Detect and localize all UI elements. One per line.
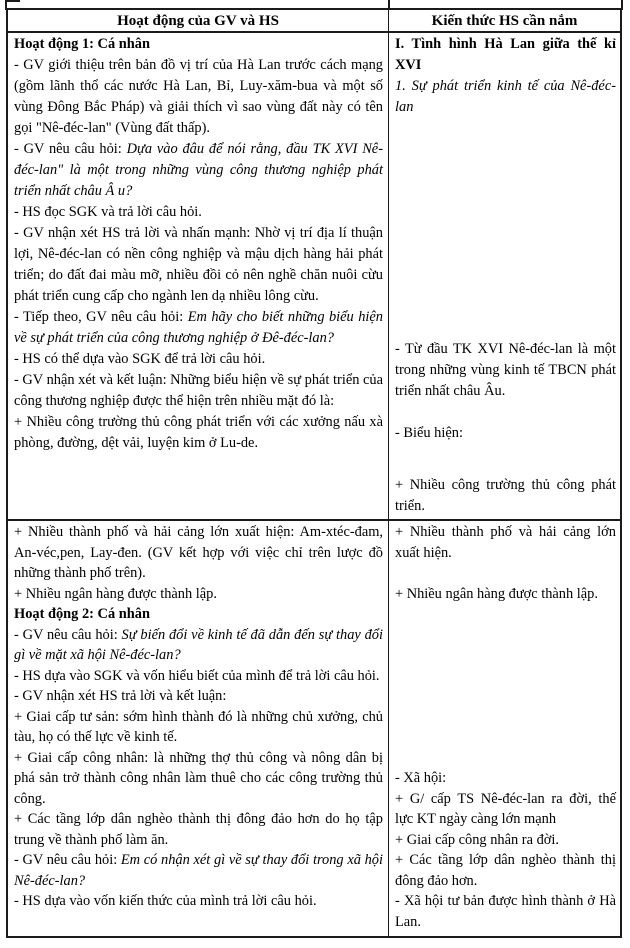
text-segment: - Xã hội:: [395, 770, 447, 786]
table-top-left-corner-stub: [5, 0, 20, 2]
text-segment: I. Tình hình Hà Lan giữa thế kỉ XVI: [395, 36, 616, 73]
paragraph: [14, 522, 383, 584]
text-segment: + Giai cấp tư sản: sớm hình thành đó là những chủ xưởng, chủ tàu, họ có thế lực về kinh tế.: [14, 708, 383, 745]
text-segment: + Giai cấp công nhân ra đời.: [395, 831, 559, 848]
text-segment: + Nhiều công trường thủ công phát triển với các xưởng nấu xà phòng, đường, dệt vải, luyện kim ở Lu-de.: [14, 414, 383, 451]
table-row: [8, 521, 620, 936]
text-segment: Em có nhận xét gì về sự thay đổi trong xã hội Nê-đéc-lan?: [14, 852, 383, 889]
text-segment: + Nhiều công trường thủ công phát triển.: [395, 477, 616, 514]
paragraph: [395, 850, 616, 891]
text-segment: Em hãy cho biết những biểu hiện về sự phát triển của công thương nghiệp ở Đê-đéc-lan?: [14, 309, 383, 346]
paragraph: [395, 522, 616, 563]
text-segment: - Từ đầu TK XVI Nê-đéc-lan là một trong những vùng kinh tế TBCN phát triển nhất châu Âu.: [395, 340, 616, 399]
text-segment: - GV giới thiệu trên bản đồ vị trí của Hà Lan trước cách mạng (gồm lãnh thổ các nước Hà Lan, Bỉ, Luy-xăm-bua và một số vùng Đông Bắc Pháp) và giải thích vì sao vùng đất này có tên gọi "Nê-đéc-lan" (Vùng đất thấp).: [14, 57, 383, 136]
paragraph: [14, 748, 383, 810]
cell-knowledge-row2: [389, 521, 620, 936]
paragraph: [395, 76, 616, 118]
cell-knowledge-row1: [389, 33, 620, 519]
text-segment: - Xã hội tư bản được hình thành ở Hà Lan.: [395, 893, 616, 930]
paragraph: [14, 809, 383, 850]
column-header-teacher-student-activities: Hoạt động của GV và HS: [8, 10, 389, 31]
text-segment: + G/ cấp TS Nê-đéc-lan ra đời, thế lực KT ngày càng lớn mạnh: [395, 790, 616, 827]
text-segment: + Các tầng lớp dân nghèo thành thị đông đảo hơn do họ tập trung về thành phố làm ăn.: [14, 811, 383, 848]
column-header-knowledge-to-grasp: Kiến thức HS cần nắm: [431, 13, 578, 29]
text-segment: Hoạt động 2: Cá nhân: [14, 606, 150, 622]
paragraph: [14, 707, 383, 748]
paragraph: [14, 370, 383, 412]
paragraph: [14, 604, 383, 625]
paragraph: [395, 891, 616, 932]
text-segment: - HS dựa vào vốn kiến thức của mình trả lời câu hỏi.: [14, 893, 317, 909]
text-segment: Sự biến đổi về kinh tế đã dẫn đến sự thay đổi gì về mặt xã hội Nê-đéc-lan?: [14, 626, 383, 663]
text-segment: - GV nêu câu hỏi:: [14, 141, 127, 157]
paragraph: [395, 423, 616, 444]
paragraph: [14, 891, 383, 912]
table-header-row: [8, 10, 620, 33]
text-segment: - HS có thể dựa vào SGK để trả lời câu hỏi.: [14, 351, 266, 367]
text-segment: - Biểu hiện:: [395, 424, 463, 441]
paragraph: [14, 412, 383, 454]
text-segment: + Các tầng lớp dân nghèo thành thị đông đảo hơn.: [395, 852, 616, 889]
paragraph: [14, 307, 383, 349]
paragraph: [395, 584, 616, 605]
text-segment: Dựa vào đâu để nói rằng, đầu TK XVI Nê-đéc-lan" là một trong những vùng công thương nghiệp phát triển nhất châu Â u?: [14, 141, 383, 199]
text-segment: 1. Sự phát triển kinh tế của Nê-đéc-lan: [395, 78, 616, 115]
paragraph: [395, 789, 616, 830]
text-segment: + Giai cấp công nhân: là những thợ thủ công và nông dân bị phá sản trở thành công nhân làm thuê cho các công trường thủ công.: [14, 749, 383, 807]
paragraph: [14, 139, 383, 202]
paragraph: [395, 339, 616, 402]
paragraph: [14, 686, 383, 707]
text-segment: - Tiếp theo, GV nêu câu hỏi:: [14, 309, 188, 325]
text-segment: - HS đọc SGK và trả lời câu hỏi.: [14, 204, 202, 220]
text-segment: - HS dựa vào SGK và vốn hiểu biết của mình để trả lời câu hỏi.: [14, 667, 380, 684]
text-segment: + Nhiều thành phố và hải cảng lớn xuất hiện: Am-xtéc-đam, An-véc,pen, Lay-đen. (GV kết hợp với việc chỉ trên lược đồ những thành phố trên).: [14, 524, 383, 581]
table-row: [8, 33, 620, 521]
paragraph: [14, 625, 383, 666]
paragraph: [14, 349, 383, 370]
paragraph: [395, 768, 616, 789]
paragraph: [14, 34, 383, 55]
paragraph: [14, 666, 383, 687]
paragraph: [395, 475, 616, 517]
paragraph: [14, 202, 383, 223]
text-segment: Hoạt động 1: Cá nhân: [14, 36, 150, 52]
paragraph: [14, 850, 383, 891]
cell-activities-row2: [8, 521, 389, 936]
paragraph: [395, 34, 616, 76]
text-segment: - GV nêu câu hỏi:: [14, 852, 121, 868]
text-segment: + Nhiều ngân hàng được thành lập.: [395, 585, 598, 602]
text-segment: - GV nêu câu hỏi:: [14, 626, 122, 643]
text-segment: - GV nhận xét và kết luận: Những biểu hiện về sự phát triển của công thương nghiệp được thể hiện trên nhiều mặt đó là:: [14, 372, 383, 409]
paragraph: [14, 55, 383, 139]
paragraph: [14, 223, 383, 307]
cell-activities-row1: [8, 33, 389, 519]
text-segment: - GV nhận xét HS trả lời và nhấn mạnh: Nhờ vị trí địa lí thuận lợi, Nê-đéc-lan có nền công nghiệp và mậu dịch hàng hải phát triển; do đất đai màu mỡ, nhiều đồi cỏ nên nghề chăn nuôi cừu phát triển cung cấp cho ngành len dạ nhiều lông cừu.: [14, 225, 383, 304]
text-segment: - GV nhận xét HS trả lời và kết luận:: [14, 688, 227, 704]
lesson-plan-table: [6, 8, 622, 938]
text-segment: + Nhiều thành phố và hải cảng lớn xuất hiện.: [395, 524, 616, 561]
paragraph: [395, 830, 616, 851]
paragraph: [14, 584, 383, 605]
text-segment: + Nhiều ngân hàng được thành lập.: [14, 585, 217, 602]
